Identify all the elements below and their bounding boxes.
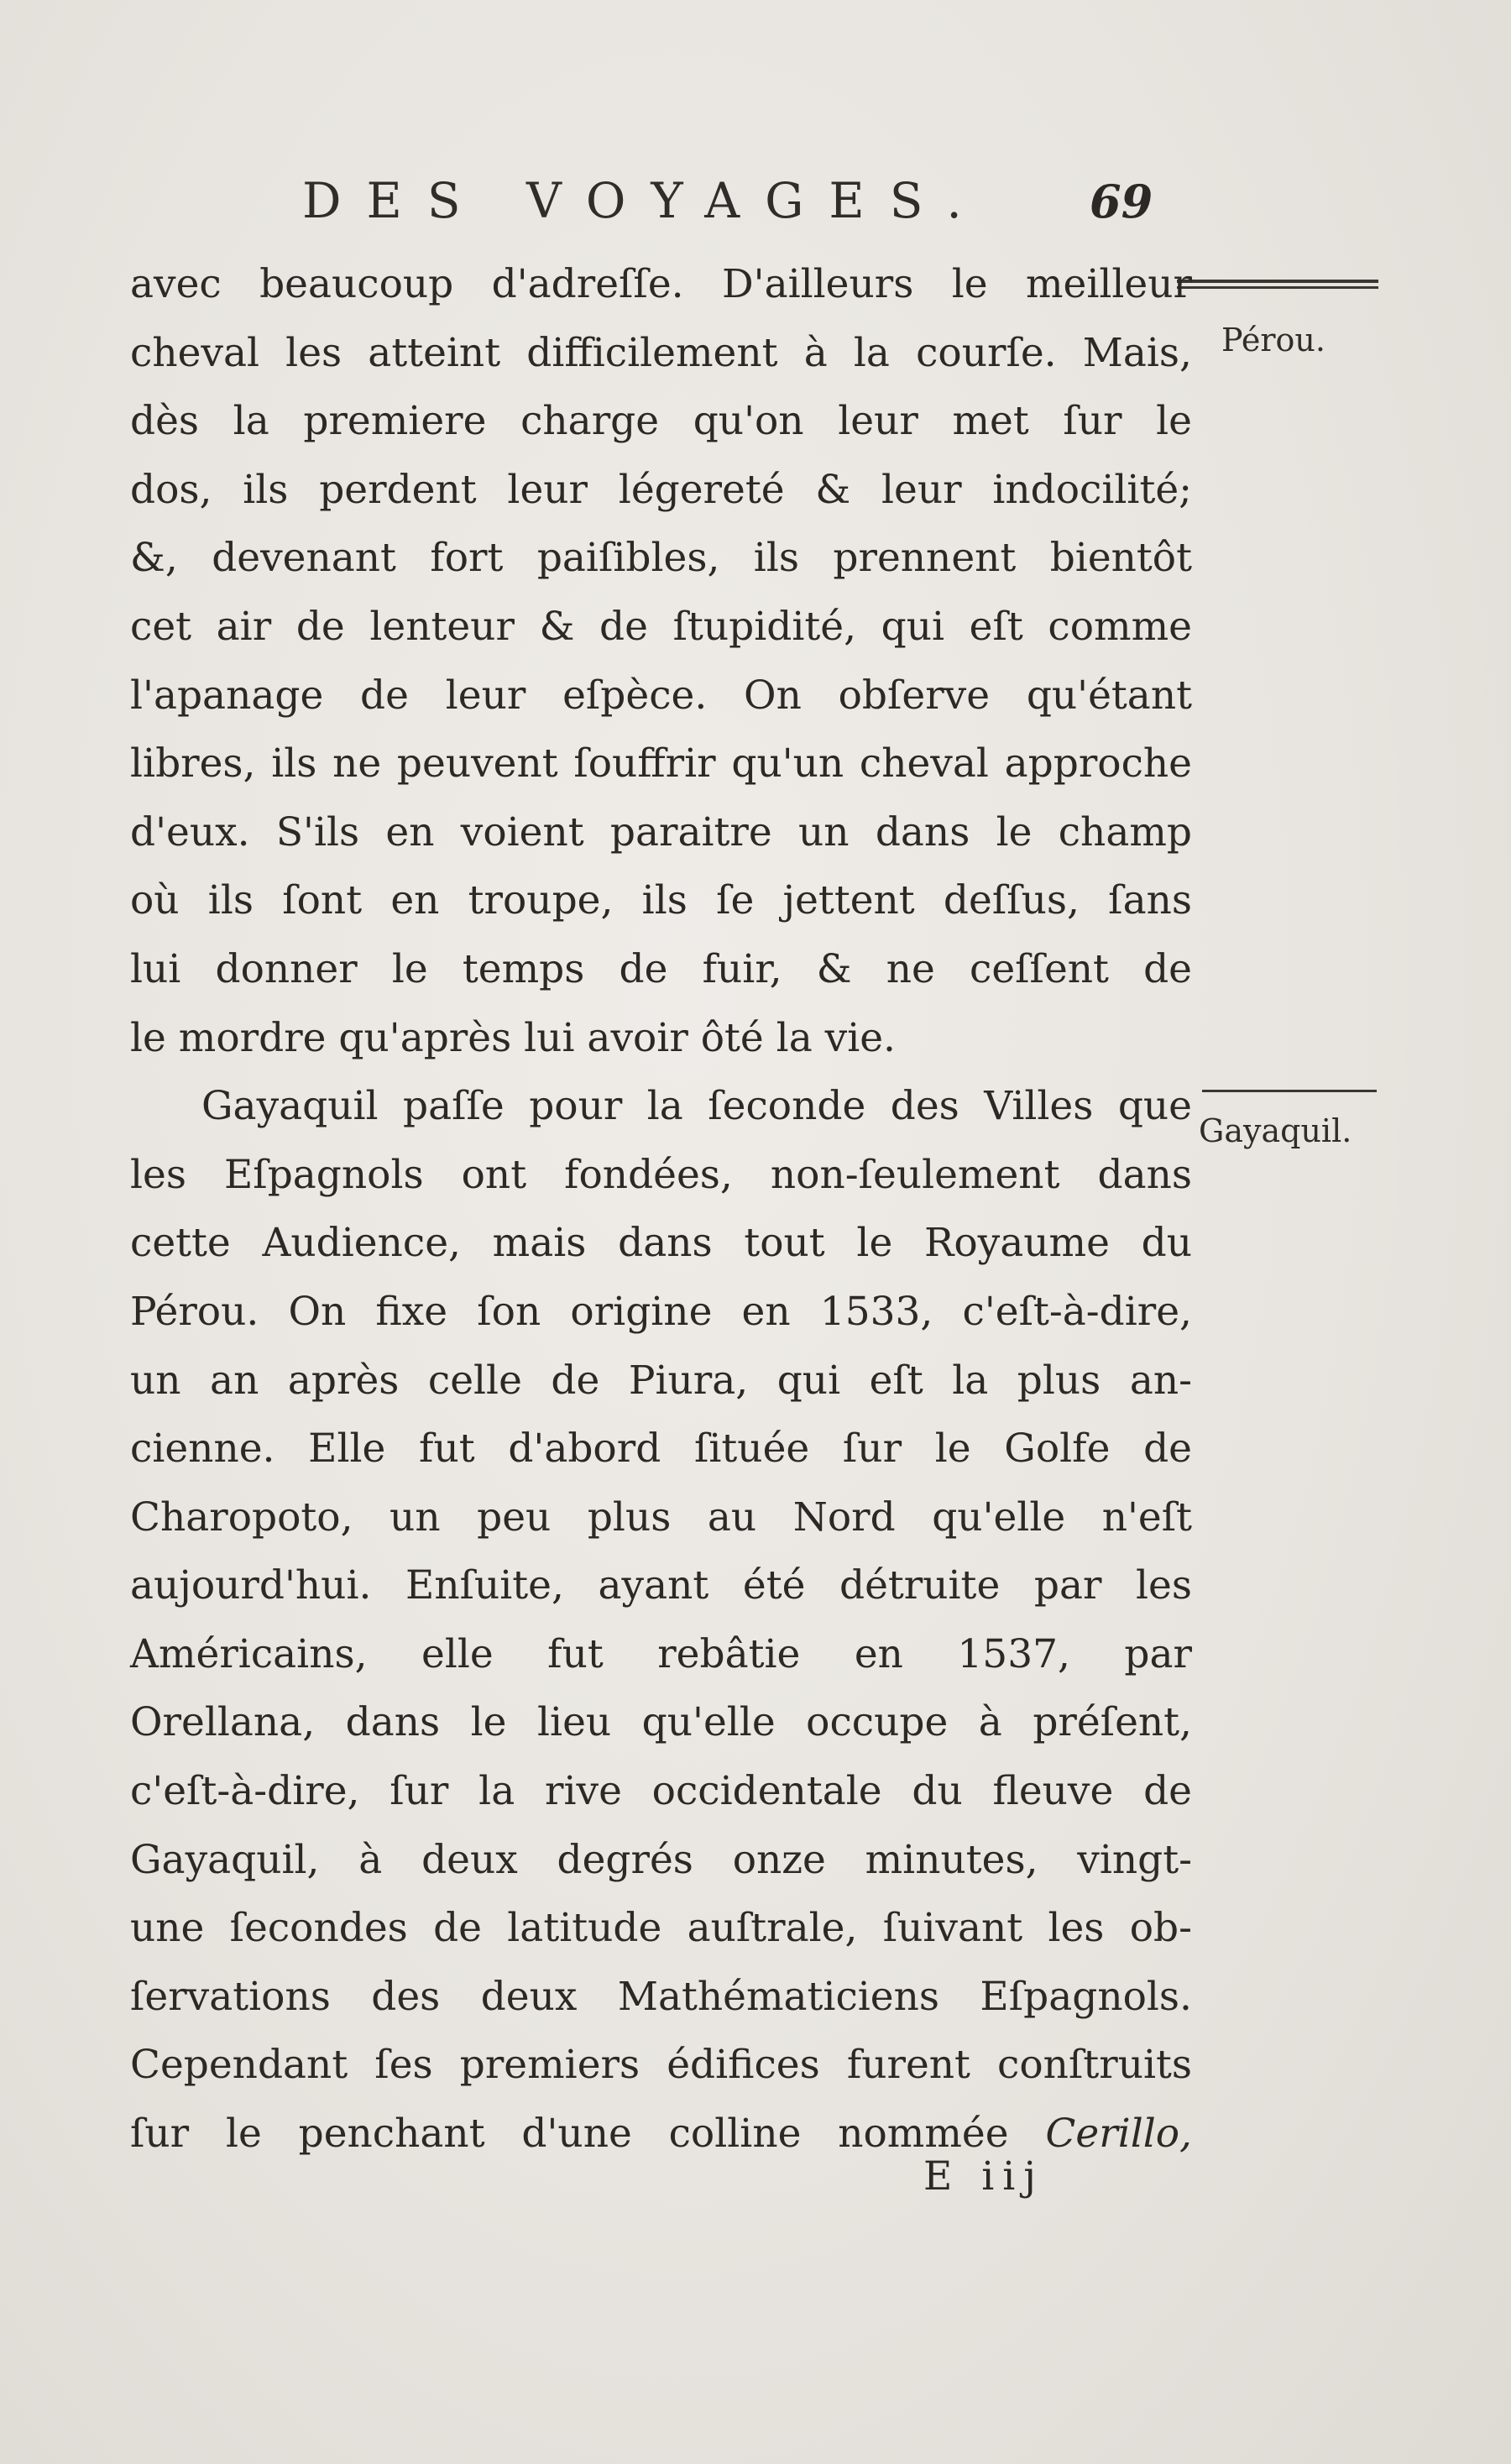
text-line: Orellana, dans le lieu qu'elle occupe à préſent, (130, 1699, 1192, 1746)
text-line: c'eſt-à-dire, ſur la rive occidentale du fleuve de (130, 1768, 1192, 1815)
text-line: cet air de lenteur & de ſtupidité, qui eſt comme (130, 603, 1192, 650)
text-line: dos, ils perdent leur légereté & leur indocilité; (130, 466, 1192, 513)
text-line: les Eſpagnols ont fondées, non-ſeulement dans (130, 1151, 1192, 1198)
text-line: Gayaquil, à deux degrés onze minutes, vingt- (130, 1836, 1192, 1883)
signature-mark: E iij (923, 2153, 1044, 2200)
margin-note-gayaquil: Gayaquil. (1199, 1112, 1352, 1149)
text-line: le mordre qu'après lui avoir ôté la vie. (130, 1014, 897, 1061)
text-line: ſervations des deux Mathématiciens Eſpagnols. (130, 1973, 1192, 2020)
last-line-roman: ſur le penchant d'une colline nommée (130, 2111, 1009, 2158)
text-line: un an après celle de Piura, qui eſt la plus an- (130, 1357, 1192, 1404)
text-line: une ſecondes de latitude auſtrale, ſuivant les ob- (130, 1905, 1192, 1952)
text-line: cienne. Elle fut d'abord ſituée ſur le Golfe de (130, 1426, 1192, 1473)
text-line: où ils ſont en troupe, ils ſe jettent deſſus, ſans (130, 877, 1192, 924)
last-line-italic-word: Cerillo, (1045, 2111, 1192, 2158)
text-line: Américains, elle fut rebâtie en 1537, par (130, 1630, 1192, 1677)
paragraph-start-line: Gayaquil paſſe pour la ſeconde des Villes que (201, 1083, 1192, 1130)
text-line: cheval les atteint difficilement à la courſe. Mais, (130, 329, 1192, 376)
page-number: 69 (1090, 175, 1153, 228)
text-line: l'apanage de leur eſpèce. On obſerve qu'étant (130, 672, 1192, 719)
margin-rule-double (1177, 280, 1378, 289)
body-text (130, 250, 1192, 2168)
text-line: libres, ils ne peuvent ſouffrir qu'un cheval approche (130, 740, 1192, 787)
text-line: d'eux. S'ils en voient paraitre un dans le champ (130, 808, 1192, 855)
text-line: &, devenant fort paiſibles, ils prennent bientôt (130, 535, 1192, 582)
text-line: avec beaucoup d'adreſſe. D'ailleurs le meilleur (130, 261, 1192, 307)
text-line: lui donner le temps de fuir, & ne ceſſent de (130, 945, 1192, 992)
text-line: Charopoto, un peu plus au Nord qu'elle n'eſt (130, 1494, 1192, 1541)
text-line: Pérou. On fixe ſon origine en 1533, c'eſt-à-dire, (130, 1288, 1192, 1335)
text-line: Cependant ſes premiers édifices furent conſtruits (130, 2042, 1192, 2089)
running-title: DES VOYAGES. (302, 172, 987, 229)
margin-note-perou: Pérou. (1221, 322, 1325, 358)
margin-rule-single (1202, 1090, 1377, 1092)
text-line: dès la premiere charge qu'on leur met ſur le (130, 398, 1192, 445)
text-line: aujourd'hui. Enſuite, ayant été détruite par les (130, 1562, 1192, 1609)
text-line: cette Audience, mais dans tout le Royaume du (130, 1220, 1192, 1267)
